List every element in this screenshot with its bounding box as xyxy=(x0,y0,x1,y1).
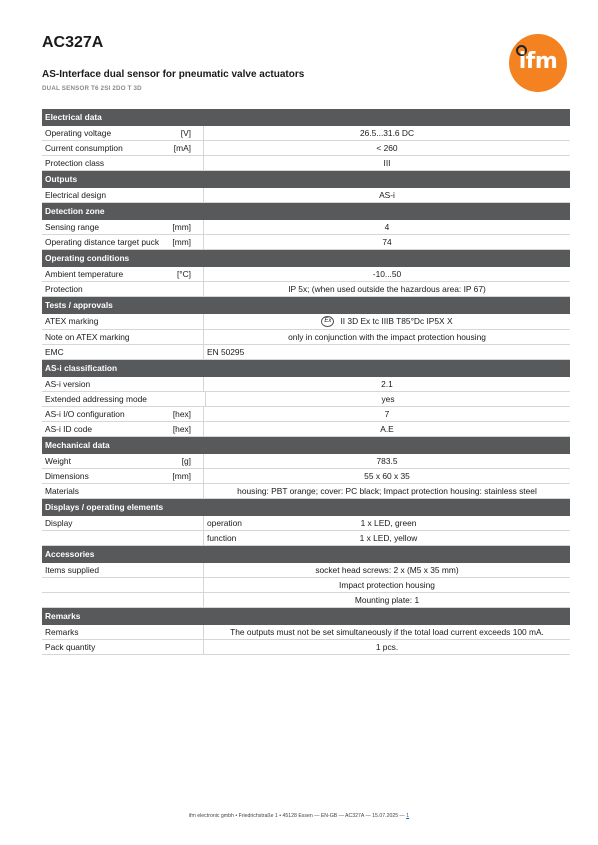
spec-unit xyxy=(163,330,193,344)
spec-label: Materials xyxy=(45,486,79,497)
spec-value: 26.5...31.6 DC xyxy=(203,126,570,140)
spec-row xyxy=(42,422,570,437)
spec-label: AS-i version xyxy=(45,379,91,390)
spec-unit xyxy=(163,531,193,545)
spec-unit xyxy=(163,345,193,359)
spec-value: < 260 xyxy=(203,141,570,155)
spec-label xyxy=(42,593,163,607)
spec-unit: [mA] xyxy=(173,143,191,153)
spec-label: Sensing range xyxy=(45,222,100,232)
spec-label: Weight xyxy=(45,456,71,467)
spec-label: Pack quantity xyxy=(45,642,96,653)
spec-value-atex xyxy=(203,314,570,329)
spec-unit xyxy=(163,156,193,170)
section-header-remarks: Remarks xyxy=(42,608,570,625)
footer-text: ifm electronic gmbh • Friedrichstraße 1 • 45128 Essen — EN-GB — AC327A — 15.07.2025 — xyxy=(188,813,405,819)
spec-row xyxy=(42,267,570,282)
spec-row xyxy=(42,454,570,469)
spec-unit xyxy=(163,314,193,329)
section-header-tests: Tests / approvals xyxy=(42,297,570,314)
spec-row xyxy=(42,516,570,531)
logo-text: ifm xyxy=(518,49,558,74)
spec-row xyxy=(42,578,570,593)
spec-value: housing: PBT orange; cover: PC black; Impact protection housing: stainless steel xyxy=(203,484,570,498)
spec-row xyxy=(42,392,570,407)
spec-sublabel: operation xyxy=(203,516,299,530)
spec-unit: [mm] xyxy=(172,471,191,482)
spec-row xyxy=(42,345,570,360)
spec-unit xyxy=(163,625,193,639)
spec-row xyxy=(42,377,570,392)
spec-unit: [hex] xyxy=(172,409,191,420)
spec-row xyxy=(42,593,570,608)
spec-label: Protection xyxy=(45,284,83,294)
section-header-detection: Detection zone xyxy=(42,203,570,220)
section-header-asi: AS-i classification xyxy=(42,360,570,377)
spec-label: AS-i I/O configuration xyxy=(45,409,125,420)
spec-label: Extended addressing mode xyxy=(45,394,147,405)
spec-label: Operating distance target puck xyxy=(45,237,160,247)
spec-label: Display xyxy=(45,518,73,529)
spec-label: Current consumption xyxy=(45,143,123,153)
spec-unit: [hex] xyxy=(172,424,191,435)
spec-value: 7 xyxy=(203,407,570,421)
spec-sublabel: function xyxy=(203,531,299,545)
product-code: AC327A xyxy=(42,34,104,51)
spec-unit xyxy=(163,640,193,654)
spec-row xyxy=(42,563,570,578)
section-header-displays: Displays / operating elements xyxy=(42,499,570,516)
spec-label: Protection class xyxy=(45,158,105,168)
section-header-outputs: Outputs xyxy=(42,171,570,188)
spec-label: Operating voltage xyxy=(45,128,112,138)
section-header-mechanical: Mechanical data xyxy=(42,437,570,454)
spec-row xyxy=(42,235,570,250)
spec-value: -10...50 xyxy=(203,267,570,281)
page-footer xyxy=(0,813,598,819)
spec-value: yes xyxy=(205,392,570,406)
spec-value: 1 x LED, yellow xyxy=(359,533,418,544)
spec-row xyxy=(42,469,570,484)
section-header-accessories: Accessories xyxy=(42,546,570,563)
section-header-electrical: Electrical data xyxy=(42,109,570,126)
spec-unit xyxy=(163,282,193,296)
spec-unit xyxy=(163,188,193,202)
spec-row xyxy=(42,484,570,499)
spec-label: EMC xyxy=(45,347,64,358)
spec-value: 4 xyxy=(203,220,570,234)
ifm-logo xyxy=(509,34,567,92)
section-header-operating: Operating conditions xyxy=(42,250,570,267)
spec-row xyxy=(42,314,570,330)
spec-value: only in conjunction with the impact protection housing xyxy=(203,330,570,344)
spec-row xyxy=(42,156,570,171)
spec-row xyxy=(42,640,570,655)
spec-row xyxy=(42,220,570,235)
spec-table xyxy=(42,109,570,655)
spec-value: 2.1 xyxy=(203,377,570,391)
spec-unit: [mm] xyxy=(172,237,191,247)
spec-unit: [V] xyxy=(180,128,191,138)
spec-unit xyxy=(163,377,193,391)
spec-unit: [mm] xyxy=(172,222,191,232)
spec-unit xyxy=(163,578,193,592)
spec-value: A.E xyxy=(203,422,570,436)
spec-label xyxy=(42,578,163,592)
spec-unit: [°C] xyxy=(176,269,191,279)
spec-value: 74 xyxy=(203,235,570,249)
spec-row xyxy=(42,625,570,640)
spec-unit xyxy=(163,484,193,498)
spec-label: Electrical design xyxy=(45,190,106,200)
spec-value: 1 x LED, green xyxy=(360,518,417,529)
product-description: AS-Interface dual sensor for pneumatic valve actuators xyxy=(42,69,305,80)
spec-value: socket head screws: 2 x (M5 x 35 mm) xyxy=(203,563,570,577)
footer-page-number: 1 xyxy=(406,813,410,819)
spec-row xyxy=(42,531,570,546)
spec-row xyxy=(42,188,570,203)
spec-value: AS-i xyxy=(203,188,570,202)
spec-value: The outputs must not be set simultaneously if the total load current exceeds 100 mA. xyxy=(203,625,570,639)
spec-label: Dimensions xyxy=(45,471,89,482)
spec-value: III xyxy=(203,156,570,170)
spec-value: Impact protection housing xyxy=(203,578,570,592)
spec-label: Ambient temperature xyxy=(45,269,124,279)
spec-label: Remarks xyxy=(45,627,79,638)
spec-unit xyxy=(163,563,193,577)
spec-value: IP 5x; (when used outside the hazardous area: IP 67) xyxy=(203,282,570,296)
product-short-name: DUAL SENSOR T6 2SI 2DO T 3D xyxy=(42,85,142,92)
atex-marking-text: II 3D Ex tc IIIB T85°Dc IP5X X xyxy=(340,316,453,326)
spec-row xyxy=(42,330,570,345)
spec-unit: [g] xyxy=(181,456,191,467)
spec-label xyxy=(42,531,163,545)
spec-row xyxy=(42,407,570,422)
spec-value: Mounting plate: 1 xyxy=(203,593,570,607)
spec-row xyxy=(42,282,570,297)
spec-value: 1 pcs. xyxy=(203,640,570,654)
spec-unit xyxy=(163,516,193,530)
spec-label: Items supplied xyxy=(45,565,99,576)
spec-label: ATEX marking xyxy=(45,316,99,326)
spec-unit xyxy=(163,593,193,607)
spec-row xyxy=(42,126,570,141)
spec-label: Note on ATEX marking xyxy=(45,332,130,343)
spec-value: 783.5 xyxy=(203,454,570,468)
spec-row xyxy=(42,141,570,156)
spec-label: AS-i ID code xyxy=(45,424,93,435)
spec-value: EN 50295 xyxy=(203,345,570,359)
spec-value: 55 x 60 x 35 xyxy=(203,469,570,483)
ex-symbol-icon: Ex xyxy=(321,316,334,327)
